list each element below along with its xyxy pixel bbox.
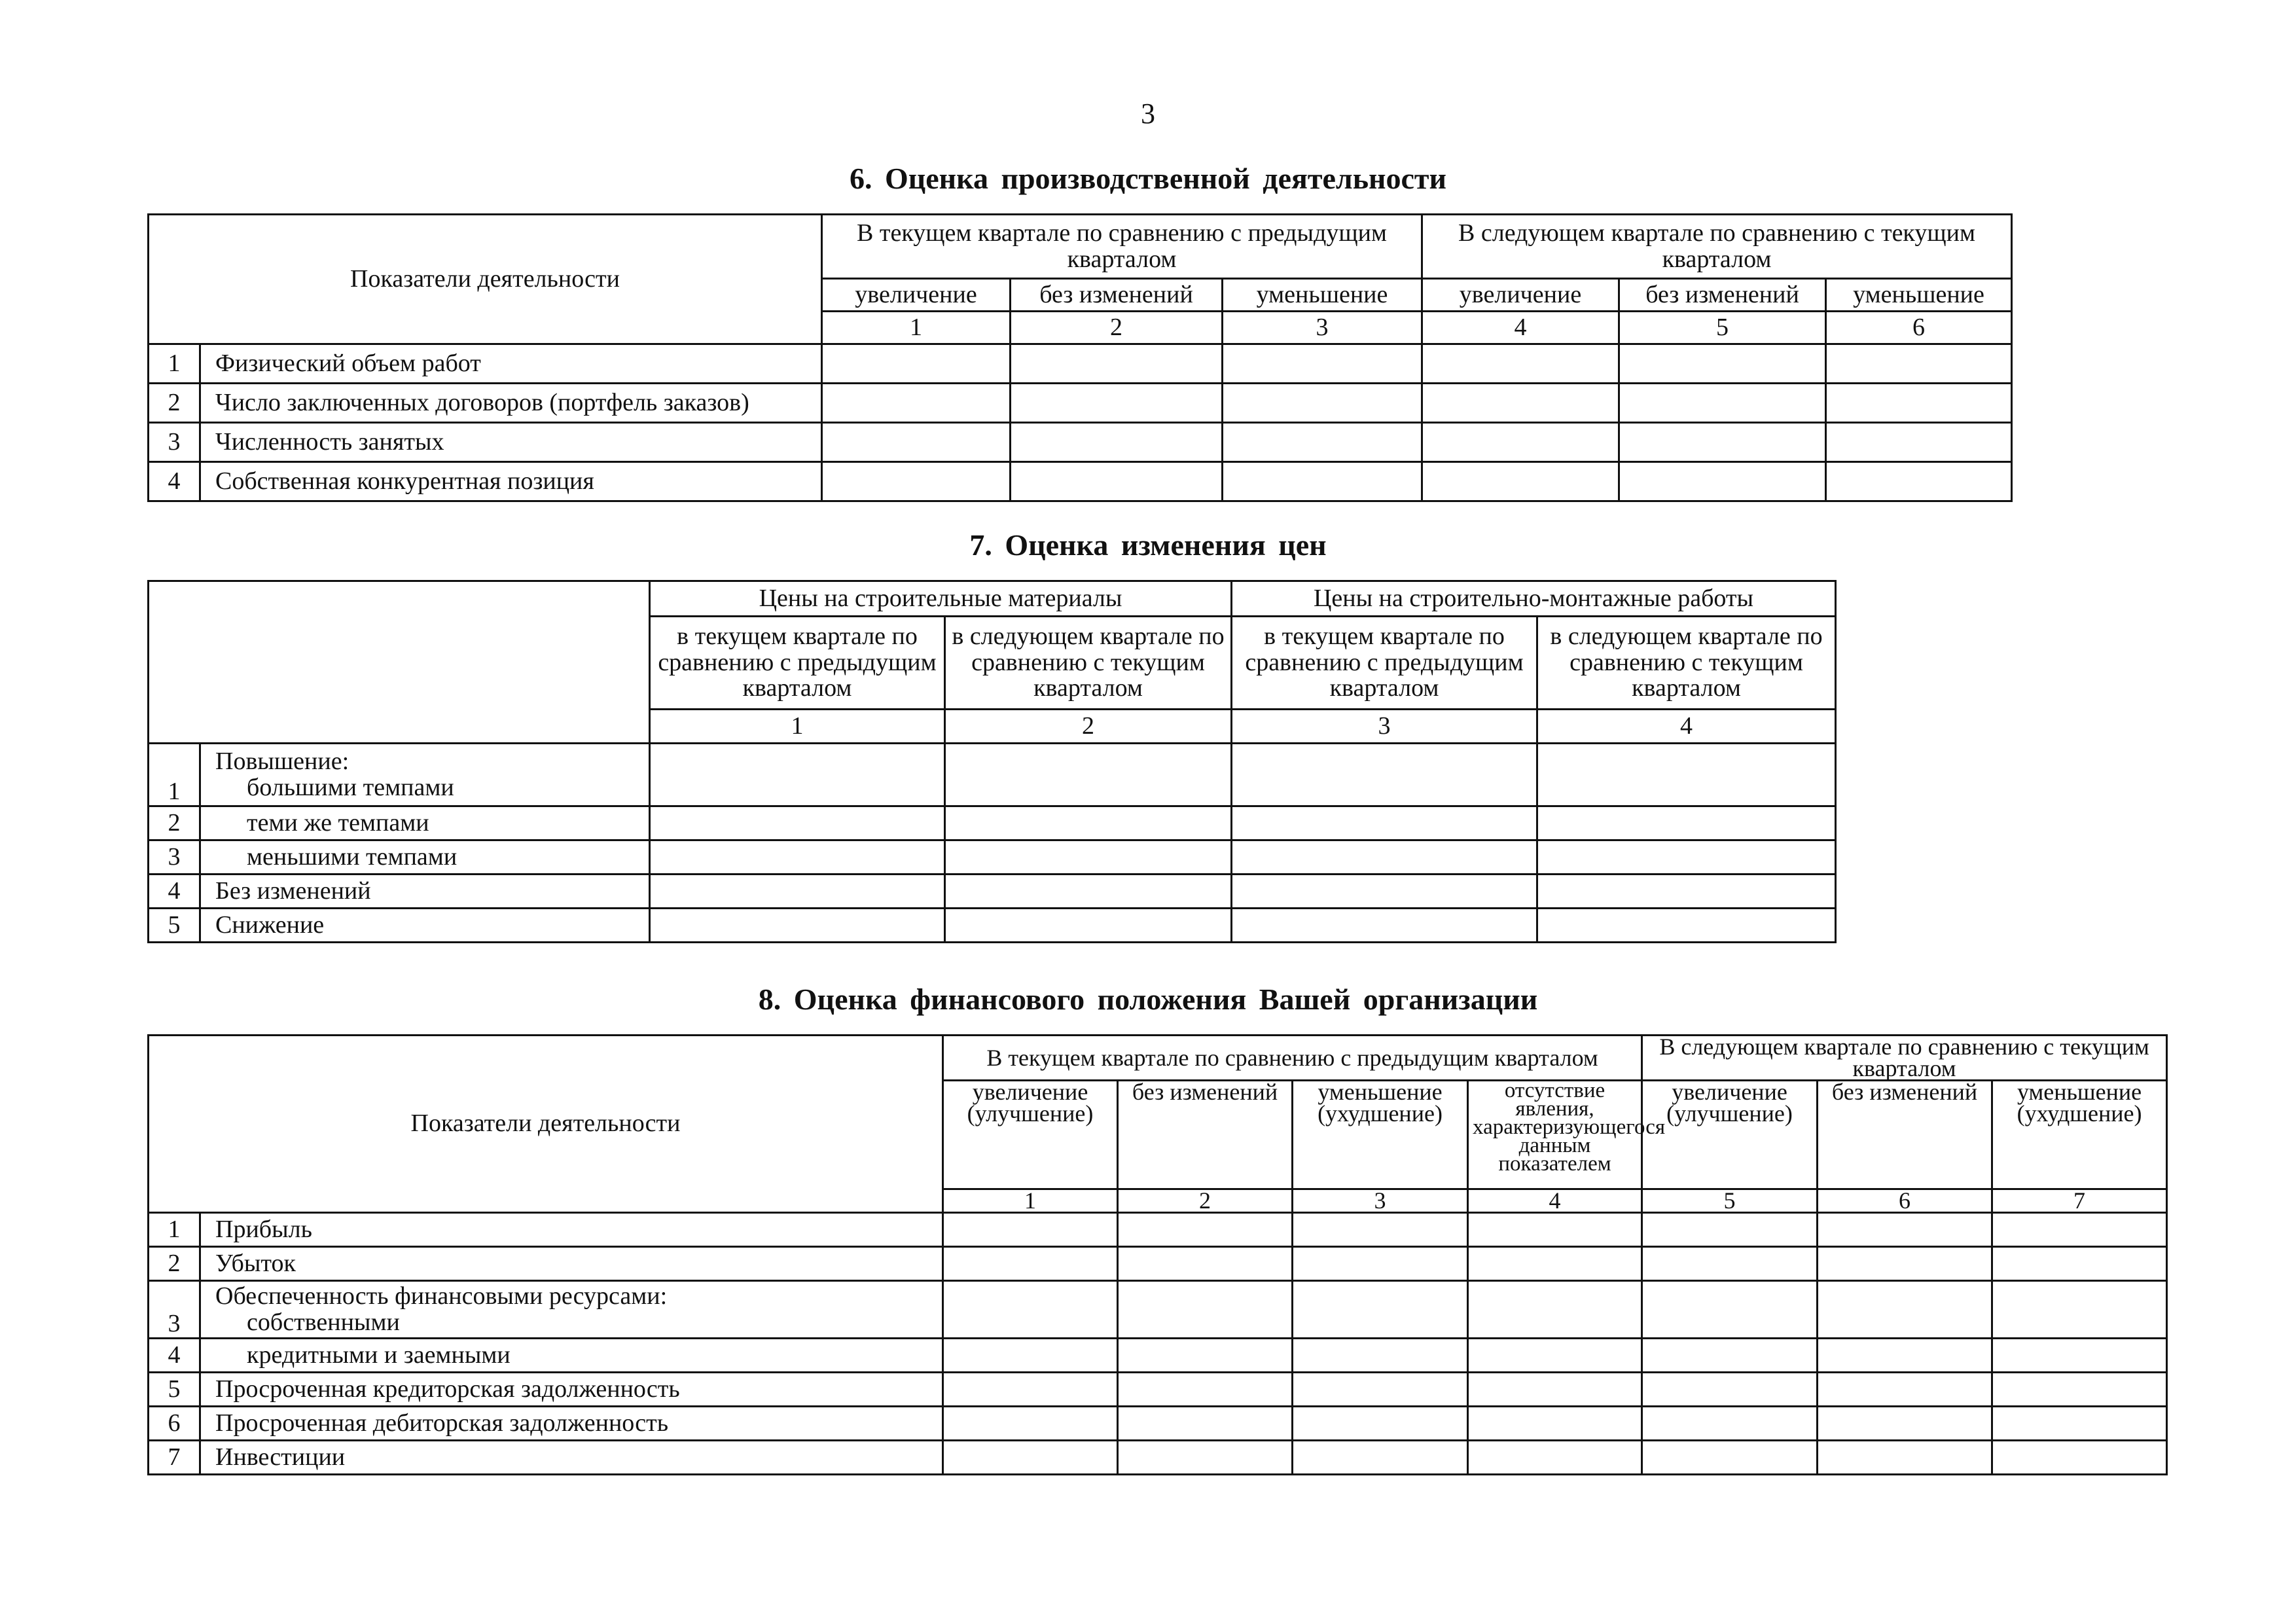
- subcol-header: в следующем квартале по сравнению с текущим кварталом: [945, 617, 1232, 710]
- row-label-sub: кредитными и заемными: [247, 1341, 511, 1369]
- answer-cell[interactable]: [1992, 1247, 2167, 1281]
- answer-cell[interactable]: [1011, 384, 1223, 423]
- answer-cell[interactable]: [1992, 1373, 2167, 1407]
- row-number: 5: [149, 1373, 200, 1407]
- column-number: 3: [1232, 710, 1537, 744]
- answer-cell[interactable]: [1118, 1407, 1293, 1441]
- answer-cell[interactable]: [943, 1339, 1118, 1373]
- column-number: 1: [943, 1189, 1118, 1213]
- answer-cell[interactable]: [1223, 462, 1422, 501]
- column-number: 6: [1826, 312, 2012, 344]
- answer-cell[interactable]: [943, 1407, 1118, 1441]
- answer-cell[interactable]: [1468, 1281, 1642, 1339]
- answer-cell[interactable]: [1642, 1441, 1818, 1475]
- answer-cell[interactable]: [650, 909, 945, 943]
- answer-cell[interactable]: [945, 875, 1232, 909]
- answer-cell[interactable]: [1537, 875, 1836, 909]
- answer-cell[interactable]: [1223, 384, 1422, 423]
- table-row: [149, 1281, 2167, 1339]
- answer-cell[interactable]: [1468, 1247, 1642, 1281]
- answer-cell[interactable]: [943, 1441, 1118, 1475]
- row-label: Просроченная кредиторская задолженность: [200, 1373, 943, 1407]
- answer-cell[interactable]: [1537, 744, 1836, 806]
- column-number: 2: [1011, 312, 1223, 344]
- column-number: 5: [1642, 1189, 1818, 1213]
- table-row: [149, 1441, 2167, 1475]
- group-next-quarter: В следующем квартале по сравнению с текущим кварталом: [1422, 215, 2012, 279]
- answer-cell[interactable]: [1818, 1247, 1992, 1281]
- row-number: 3: [149, 1281, 200, 1339]
- answer-cell[interactable]: [1223, 344, 1422, 384]
- answer-cell[interactable]: [1826, 344, 2012, 384]
- answer-cell[interactable]: [1422, 423, 1619, 462]
- group-next-quarter: В следующем квартале по сравнению с текущим кварталом: [1642, 1036, 2167, 1081]
- answer-cell[interactable]: [1118, 1281, 1293, 1339]
- answer-cell[interactable]: [1537, 806, 1836, 840]
- row-label: Собственная конкурентная позиция: [200, 462, 822, 501]
- answer-cell[interactable]: [1118, 1441, 1293, 1475]
- row-number: 1: [149, 1213, 200, 1247]
- row-label: Число заключенных договоров (портфель заказов): [200, 384, 822, 423]
- row-label: Инвестиции: [200, 1441, 943, 1475]
- row-number: 4: [149, 462, 200, 501]
- subcol-header: без изменений: [1818, 1081, 1992, 1189]
- answer-cell[interactable]: [650, 744, 945, 806]
- row-number: 5: [149, 909, 200, 943]
- answer-cell[interactable]: [945, 909, 1232, 943]
- table-row: [149, 462, 2012, 501]
- answer-cell[interactable]: [1642, 1247, 1818, 1281]
- answer-cell[interactable]: [1011, 423, 1223, 462]
- answer-cell[interactable]: [1818, 1441, 1992, 1475]
- subcol-header: увеличение (улучшение): [1642, 1081, 1818, 1189]
- answer-cell[interactable]: [943, 1373, 1118, 1407]
- table-row: [149, 1373, 2167, 1407]
- row-label: Физический объем работ: [200, 344, 822, 384]
- column-number: 4: [1537, 710, 1836, 744]
- answer-cell[interactable]: [1826, 384, 2012, 423]
- answer-cell[interactable]: [1011, 462, 1223, 501]
- row-label: Численность занятых: [200, 423, 822, 462]
- answer-cell[interactable]: [1537, 840, 1836, 875]
- answer-cell[interactable]: [1293, 1281, 1468, 1339]
- group-construction-prices: Цены на строительно-монтажные работы: [1232, 581, 1836, 617]
- answer-cell[interactable]: [1293, 1339, 1468, 1373]
- subcol-header: увеличение (улучшение): [943, 1081, 1118, 1189]
- table-row: [149, 1407, 2167, 1441]
- answer-cell[interactable]: [1468, 1213, 1642, 1247]
- financial-position-table: [147, 1034, 2168, 1475]
- section-8-title: 8. Оценка финансового положения Вашей организации: [758, 983, 1538, 1016]
- answer-cell[interactable]: [1642, 1407, 1818, 1441]
- answer-cell[interactable]: [1223, 423, 1422, 462]
- header-blank: [149, 581, 650, 744]
- answer-cell[interactable]: [650, 806, 945, 840]
- subcol-header: в следующем квартале по сравнению с текущим кварталом: [1537, 617, 1836, 710]
- row-number: 2: [149, 806, 200, 840]
- column-number: 1: [650, 710, 945, 744]
- answer-cell[interactable]: [1818, 1281, 1992, 1339]
- answer-cell[interactable]: [1293, 1373, 1468, 1407]
- answer-cell[interactable]: [943, 1281, 1118, 1339]
- row-label: [200, 840, 650, 875]
- column-number: 6: [1818, 1189, 1992, 1213]
- column-number: 3: [1223, 312, 1422, 344]
- subcol-header: увеличение: [822, 279, 1011, 312]
- answer-cell[interactable]: [1293, 1247, 1468, 1281]
- answer-cell[interactable]: [1818, 1373, 1992, 1407]
- subcol-header: увеличение: [1422, 279, 1619, 312]
- table-row: [149, 909, 1836, 943]
- table-row: [149, 423, 2012, 462]
- answer-cell[interactable]: [1619, 423, 1826, 462]
- answer-cell[interactable]: [1293, 1441, 1468, 1475]
- table-row: [149, 1213, 2167, 1247]
- price-change-table: [147, 580, 1837, 943]
- row-label-sub: меньшими темпами: [247, 842, 457, 871]
- row-label: Просроченная дебиторская задолженность: [200, 1407, 943, 1441]
- subcol-header: уменьшение: [1223, 279, 1422, 312]
- column-number: 2: [1118, 1189, 1293, 1213]
- answer-cell[interactable]: [1992, 1441, 2167, 1475]
- section-6-title: 6. Оценка производственной деятельности: [849, 162, 1447, 195]
- answer-cell[interactable]: [1468, 1373, 1642, 1407]
- answer-cell[interactable]: [822, 462, 1011, 501]
- answer-cell[interactable]: [1232, 875, 1537, 909]
- row-number: 1: [149, 344, 200, 384]
- table-row: [149, 840, 1836, 875]
- subcol-header: уменьшение (ухудшение): [1992, 1081, 2167, 1189]
- answer-cell[interactable]: [1468, 1407, 1642, 1441]
- answer-cell[interactable]: [1293, 1213, 1468, 1247]
- column-number: 1: [822, 312, 1011, 344]
- answer-cell[interactable]: [1619, 462, 1826, 501]
- group-current-quarter: В текущем квартале по сравнению с предыдущим кварталом: [822, 215, 1422, 279]
- answer-cell[interactable]: [1468, 1339, 1642, 1373]
- indicators-header: Показатели деятельности: [149, 1036, 943, 1213]
- indicators-header: Показатели деятельности: [149, 215, 822, 344]
- row-label-sub: собственными: [247, 1308, 400, 1336]
- row-label: Прибыль: [200, 1213, 943, 1247]
- answer-cell[interactable]: [945, 744, 1232, 806]
- table-row: [149, 344, 2012, 384]
- row-number: 4: [149, 1339, 200, 1373]
- subcol-header: уменьшение: [1826, 279, 2012, 312]
- table-row: [149, 744, 1836, 806]
- row-number: 3: [149, 840, 200, 875]
- table-row: [149, 806, 1836, 840]
- column-number: 5: [1619, 312, 1826, 344]
- answer-cell[interactable]: [1232, 840, 1537, 875]
- answer-cell[interactable]: [822, 344, 1011, 384]
- answer-cell[interactable]: [1011, 344, 1223, 384]
- answer-cell[interactable]: [1468, 1441, 1642, 1475]
- answer-cell[interactable]: [822, 423, 1011, 462]
- row-number: 4: [149, 875, 200, 909]
- answer-cell[interactable]: [1293, 1407, 1468, 1441]
- answer-cell[interactable]: [1537, 909, 1836, 943]
- table-row: [149, 875, 1836, 909]
- subcol-header: без изменений: [1011, 279, 1223, 312]
- answer-cell[interactable]: [1422, 384, 1619, 423]
- answer-cell[interactable]: [1818, 1407, 1992, 1441]
- column-number: 2: [945, 710, 1232, 744]
- subcol-header: в текущем квартале по сравнению с предыдущим кварталом: [1232, 617, 1537, 710]
- row-number: 1: [149, 744, 200, 806]
- answer-cell[interactable]: [1232, 744, 1537, 806]
- answer-cell[interactable]: [1422, 462, 1619, 501]
- answer-cell[interactable]: [945, 806, 1232, 840]
- answer-cell[interactable]: [943, 1213, 1118, 1247]
- row-number: 2: [149, 1247, 200, 1281]
- subcol-header: без изменений: [1118, 1081, 1293, 1189]
- answer-cell[interactable]: [1642, 1339, 1818, 1373]
- answer-cell[interactable]: [1826, 423, 2012, 462]
- answer-cell[interactable]: [1232, 909, 1537, 943]
- answer-cell[interactable]: [650, 840, 945, 875]
- row-number: 7: [149, 1441, 200, 1475]
- answer-cell[interactable]: [1818, 1213, 1992, 1247]
- answer-cell[interactable]: [1118, 1339, 1293, 1373]
- table-row: [149, 1247, 2167, 1281]
- column-number: 4: [1422, 312, 1619, 344]
- row-label: Снижение: [200, 909, 650, 943]
- answer-cell[interactable]: [1992, 1407, 2167, 1441]
- group-materials-prices: Цены на строительные материалы: [650, 581, 1232, 617]
- row-number: 6: [149, 1407, 200, 1441]
- column-number: 7: [1992, 1189, 2167, 1213]
- answer-cell[interactable]: [822, 384, 1011, 423]
- answer-cell[interactable]: [945, 840, 1232, 875]
- answer-cell[interactable]: [1232, 806, 1537, 840]
- row-label: Без изменений: [200, 875, 650, 909]
- answer-cell[interactable]: [1422, 344, 1619, 384]
- row-label: [200, 744, 650, 806]
- answer-cell[interactable]: [1826, 462, 2012, 501]
- table-row: [149, 1339, 2167, 1373]
- group-current-quarter: В текущем квартале по сравнению с предыдущим кварталом: [943, 1036, 1642, 1081]
- row-label: Убыток: [200, 1247, 943, 1281]
- row-label: [200, 1339, 943, 1373]
- answer-cell[interactable]: [1619, 344, 1826, 384]
- answer-cell[interactable]: [1118, 1213, 1293, 1247]
- section-7-title: 7. Оценка изменения цен: [969, 528, 1327, 562]
- row-number: 2: [149, 384, 200, 423]
- row-number: 3: [149, 423, 200, 462]
- column-number: 3: [1293, 1189, 1468, 1213]
- row-label-sub: теми же темпами: [247, 808, 429, 837]
- subcol-header: отсутствие явления, характеризующегося данным показателем: [1468, 1081, 1642, 1189]
- table-row: [149, 384, 2012, 423]
- answer-cell[interactable]: [1642, 1281, 1818, 1339]
- answer-cell[interactable]: [1992, 1339, 2167, 1373]
- row-label-sub: большими темпами: [247, 773, 454, 801]
- subcol-header: в текущем квартале по сравнению с предыдущим кварталом: [650, 617, 945, 710]
- answer-cell[interactable]: [943, 1247, 1118, 1281]
- subcol-header: без изменений: [1619, 279, 1826, 312]
- row-label: [200, 806, 650, 840]
- answer-cell[interactable]: [1992, 1213, 2167, 1247]
- answer-cell[interactable]: [1642, 1213, 1818, 1247]
- answer-cell[interactable]: [1642, 1373, 1818, 1407]
- answer-cell[interactable]: [1818, 1339, 1992, 1373]
- row-label-top: Повышение:: [215, 747, 350, 775]
- answer-cell[interactable]: [1619, 384, 1826, 423]
- answer-cell[interactable]: [650, 875, 945, 909]
- answer-cell[interactable]: [1118, 1247, 1293, 1281]
- production-activity-table: [147, 213, 2013, 502]
- row-label: [200, 1281, 943, 1339]
- row-label-top: Обеспеченность финансовыми ресурсами:: [215, 1282, 668, 1310]
- column-number: 4: [1468, 1189, 1642, 1213]
- subcol-header: уменьшение (ухудшение): [1293, 1081, 1468, 1189]
- answer-cell[interactable]: [1992, 1281, 2167, 1339]
- page-number: 3: [1141, 98, 1155, 130]
- answer-cell[interactable]: [1118, 1373, 1293, 1407]
